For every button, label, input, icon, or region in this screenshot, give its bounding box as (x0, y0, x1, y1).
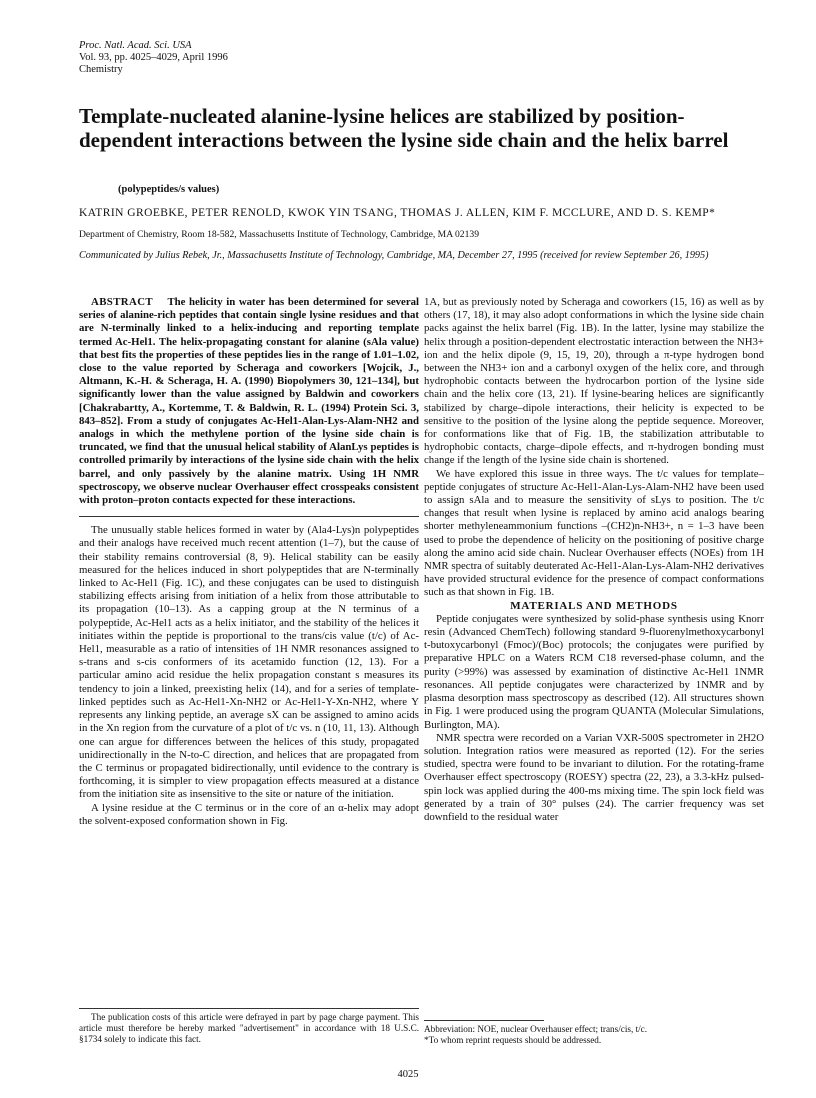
page-number: 4025 (397, 1069, 419, 1080)
right-column (424, 296, 764, 824)
abbreviation-footnotes (424, 1024, 764, 1046)
correspondence-note: *To whom reprint requests should be addressed. (424, 1035, 602, 1045)
left-column (79, 296, 419, 828)
abbreviation-note: Abbreviation: NOE, nuclear Overhauser effect; trans/cis, t/c. (424, 1024, 648, 1034)
abstract-label: ABSTRACT (91, 296, 153, 308)
methods-heading: MATERIALS AND METHODS (510, 599, 678, 612)
journal-header (79, 40, 228, 76)
affiliation: Department of Chemistry, Room 18-582, Massachusetts Institute of Technology, Cambridge, MA 02139 (79, 229, 479, 240)
abstract-divider (79, 516, 419, 517)
keywords: (polypeptides/s values) (118, 184, 220, 195)
footnote-divider-right (424, 1020, 544, 1021)
journal-volume: Vol. 93, pp. 4025–4029, April 1996 (79, 52, 228, 63)
communicated-by: Communicated by Julius Rebek, Jr., Massachusetts Institute of Technology, Cambridge, MA, December 27, 1995 (received for review September 26, 1995) (79, 250, 709, 261)
methods-paragraph: NMR spectra were recorded on a Varian VXR-500S spectrometer in 2H2O solution. Integration ratios were measured as reported (12). For the series studied, spectra were found to be invariant to dilution. For the rotating-frame Overhauser effect spectroscopy (ROESY) spectra (22, 23), a 3.3-kHz pulsed-spin lock was applied during the 400-ms mixing time. The spin lock field was generated by a train of 30° pulses (24). The carrier frequency was set downfield to the residual water (424, 731, 764, 823)
intro-paragraph: 1A, but as previously noted by Scheraga and coworkers (15, 16) as well as by others (17, 18), it may also adopt conformations in which the lysine side chain packs against the helix barrel (Fig. 1B). In the latter, lysine may stabilize the helix through a position-dependent electrostatic interaction between the NH3+ ion and the helix dipole (9, 15, 19, 20), through a π-type hydrogen bond between the NH3+ ion and a carbonyl oxygen of the helix core, and through hydrophobic contacts between the hydrocarbon portion of the lysine side chain and the helix core (13, 21). If lysine-bearing helices are significantly stabilized by charge–dipole interactions, their helicity is expected to be sensitive to the position of the lysine along the peptide sequence. Moreover, for conformations like that of Fig. 1B, the stabilization attributable to hydrophobic contacts, charge–dipole effects, and π-hydrogen bonding must change if the length of the lysine side chain is shortened. (424, 296, 764, 467)
article-title: Template-nucleated alanine-lysine helices are stabilized by position-dependent interactions between the lysine side chain and the helix barrel (79, 104, 729, 152)
intro-paragraph: We have explored this issue in three ways. The t/c values for template–peptide conjugates of structure Ac-Hel1-Alan-Lys-Alam-NH2 have been used to assign sAla and to measure the sensitivity of sLys to position. The t/c changes that result when lysine is replaced by amino acid analogs bearing shorter methyleneammonium functions –(CH2)n-NH3+, n = 1–3 have been used to probe the dependence of helicity on the positioning of positive charge along the amino acid side chain. Nuclear Overhauser effects (NOEs) from 1H NMR spectra of suitably deuterated Ac-Hel1-Alan-Lys-Alam-NH2 derivatives have provided structural evidence for the presence of compact conformations such as that shown in Fig. 1B. (424, 467, 764, 599)
journal-section: Chemistry (79, 64, 123, 75)
authors: KATRIN GROEBKE, PETER RENOLD, KWOK YIN TSANG, THOMAS J. ALLEN, KIM F. MCCLURE, AND D. S. KEMP* (79, 207, 716, 219)
abstract-text: The helicity in water has been determined for several series of alanine-rich peptides that contain single lysine residues and that are N-terminally linked to a helix-inducing and reporting template termed Ac-Hel1. The helix-propagating constant for alanine (sAla value) that best fits the properties of these peptides lies in the range of 1.01–1.02, close to the value reported by Scheraga and coworkers [Wojcik, J., Altmann, K.-H. & Scheraga, H. A. (1990) Biopolymers 30, 121–134], but significantly lower than the value assigned by Baldwin and coworkers [Chakrabartty, A., Kortemme, T. & Baldwin, R. L. (1994) Protein Sci. 3, 843–852]. From a study of conjugates Ac-Hel1-Alan-Lys-Alam-NH2 and analogs in which the methylene portion of the lysine side chain is truncated, we find that the unusual helical stability of AlanLys peptides is controlled primarily by interactions of the lysine side chain with the helix barrel, and only passively by the alanine matrix. Using 1H NMR spectroscopy, we observe nuclear Overhauser effect crosspeaks consistent with proton–proton contacts expected for these interactions. (79, 296, 420, 507)
publication-cost-footnote: The publication costs of this article were defrayed in part by page charge payment. This article must therefore be hereby marked "advertisement" in accordance with 18 U.S.C. §1734 solely to indicate this fact. (79, 1012, 419, 1044)
footnote-divider-left (79, 1008, 419, 1009)
intro-paragraph: The unusually stable helices formed in water by (Ala4-Lys)n polypeptides and their analogs have received much recent attention (1–7), but the cause of their stability remains controversial (8, 9). Helical stability can be easily measured for the helices induced in short polypeptides that are N-terminally linked to Ac-Hel1 (Fig. 1C), and these conjugates can be used to distinguish stabilizing effects arising from initiation of a helix from those attributable to its propagation (10–13). As a capping group at the N terminus of a polypeptide, Ac-Hel1 acts as a helix initiator, and the stability of the helices it initiates within the peptide is proportional to the trans/cis value (t/c) of Ac-Hel1, measurable as a ratio of intensities of 1H NMR resonances assigned to s-trans and s-cis conformers of its acetamido function (12, 13). For a particular amino acid residue the helix propagation constant s measures its tendency to join a linked, preexisting helix (14), and for a series of template-linked peptides such as Ac-Hel1-Xn-NH2 or Ac-Hel1-Y-Xn-NH2, where Y represents any linking peptide, an average sX can be assigned to amino acids in the Xn region from the curvature of a plot of t/c vs. n (10, 11, 13). Although one can argue for differences between the helices of this study, propagated unidirectionally in the N-to-C direction, and helices that are propagated from the C terminus or propagated bidirectionally, until evidence to the contrary is forthcoming, it is simpler to view propagation effects measured at a distance from the initiation site as insensitive to the site or nature of the initiation. (79, 524, 419, 801)
methods-paragraph: Peptide conjugates were synthesized by solid-phase synthesis using Knorr resin (Advanced ChemTech) following standard 9-fluorenylmethoxycarbonyl t-butoxycarbonyl (Fmoc)/(Boc) protocols; the conjugates were purified by preparative HPLC on a Waters RCM C18 reversed-phase column, and the purity (>99%) was assessed by examination of distinctive Ac-Hel1 1NMR resonances. All peptide conjugates were characterized by 1NMR and by plasma desorption mass spectroscopy as described (12). All structures shown in Fig. 1 were produced using the program QUANTA (Molecular Simulations, Burlington, MA). (424, 612, 764, 731)
journal-name: Proc. Natl. Acad. Sci. USA (79, 40, 192, 51)
abstract (79, 296, 419, 507)
intro-paragraph: A lysine residue at the C terminus or in the core of an α-helix may adopt the solvent-exposed conformation shown in Fig. (79, 801, 419, 827)
